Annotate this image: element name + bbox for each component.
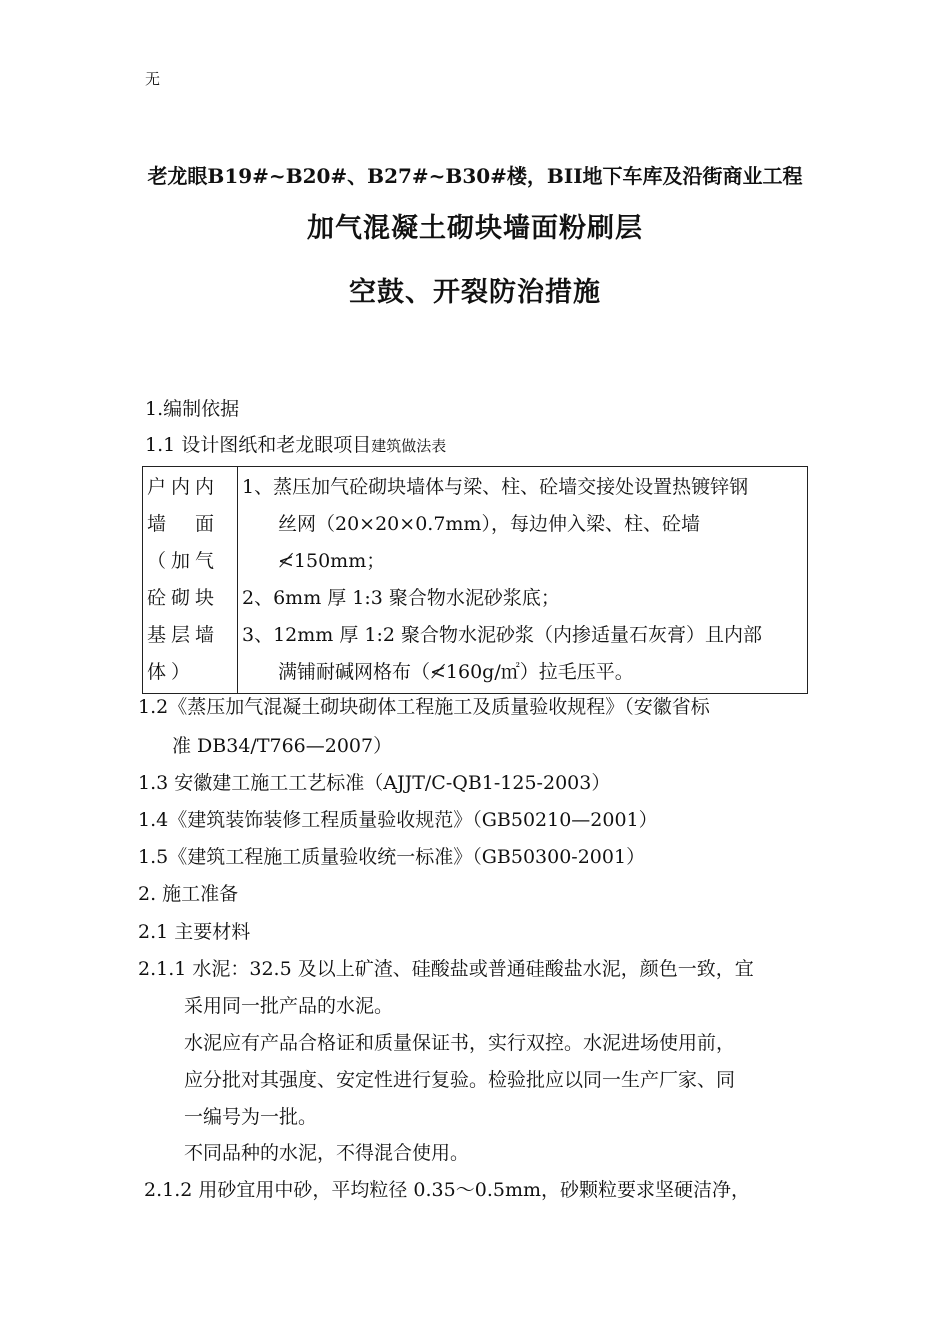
layer-item-2: 2、6mm 厚 1:3 聚合物水泥砂浆底；: [242, 587, 560, 609]
category-line: 体）: [147, 661, 196, 683]
section-1-4: 1.4《建筑装饰装修工程质量验收规范》（GB50210—2001）: [138, 809, 658, 831]
page-header: 无: [145, 70, 161, 88]
table-cell-layers: [238, 467, 808, 694]
section-2-1-1-line-6: 不同品种的水泥，不得混合使用。: [184, 1142, 470, 1164]
layer-item-1: 1、蒸压加气砼砌块墙体与梁、柱、砼墙交接处设置热镀锌钢: [242, 476, 749, 498]
category-line: （加气: [147, 550, 220, 572]
section-1-2-continued: 准 DB34/T766—2007）: [172, 735, 393, 757]
table-cell-category: [143, 467, 238, 694]
layer-item-3-continued: 满铺耐碱网格布（≮160g/㎡）拉毛压平。: [278, 661, 634, 683]
category-line: 墙 面: [147, 513, 220, 535]
section-2-1-1-line-3: 水泥应有产品合格证和质量保证书，实行双控。水泥进场使用前，: [184, 1032, 736, 1054]
category-line: 砼砌块: [147, 587, 220, 609]
section-1-1-text: 1.1 设计图纸和老龙眼项目: [145, 434, 372, 456]
section-2-1-1-line-5: 一编号为一批。: [184, 1106, 318, 1128]
layer-item-1-continued: 丝网（20×20×0.7mm），每边伸入梁、柱、砼墙≮150mm；: [278, 513, 700, 572]
section-2-1: 2.1 主要材料: [138, 921, 251, 943]
category-line: 户内内: [147, 476, 220, 498]
section-1-3: 1.3 安徽建工施工工艺标准（AJJT/C-QB1-125-2003）: [138, 772, 611, 794]
category-line: 基层墙: [147, 624, 220, 646]
section-heading-2: 2. 施工准备: [138, 883, 239, 905]
table-row: [143, 467, 808, 694]
document-title-line-1: 加气混凝土砌块墙面粉刷层: [307, 213, 643, 244]
section-2-1-2: 2.1.2 用砂宜用中砂，平均粒径 0.35～0.5mm，砂颗粒要求坚硬洁净，: [144, 1179, 750, 1201]
section-1-2: 1.2《蒸压加气混凝土砌块砌体工程施工及质量验收规程》（安徽省标: [138, 696, 710, 718]
section-2-1-1-line-2: 采用同一批产品的水泥。: [184, 995, 394, 1017]
document-title-line-2: 空鼓、开裂防治措施: [349, 277, 601, 308]
construction-spec-table: [142, 466, 808, 694]
section-1-1: [145, 430, 446, 457]
project-title: 老龙眼B19#~B20#、B27#~B30#楼，BII地下车库及沿街商业工程: [147, 164, 803, 188]
section-1-1-small-text: 建筑做法表: [371, 437, 447, 455]
layer-item-3: 3、12mm 厚 1:2 聚合物水泥砂浆（内掺适量石灰膏）且内部: [242, 624, 762, 646]
section-heading-1: 1.编制依据: [145, 398, 240, 420]
section-2-1-1: 2.1.1 水泥：32.5 及以上矿渣、硅酸盐或普通硅酸盐水泥，颜色一致，宜: [138, 958, 754, 980]
section-1-5: 1.5《建筑工程施工质量验收统一标准》（GB50300-2001）: [138, 846, 646, 868]
section-2-1-1-line-4: 应分批对其强度、安定性进行复验。检验批应以同一生产厂家、同: [184, 1069, 736, 1091]
